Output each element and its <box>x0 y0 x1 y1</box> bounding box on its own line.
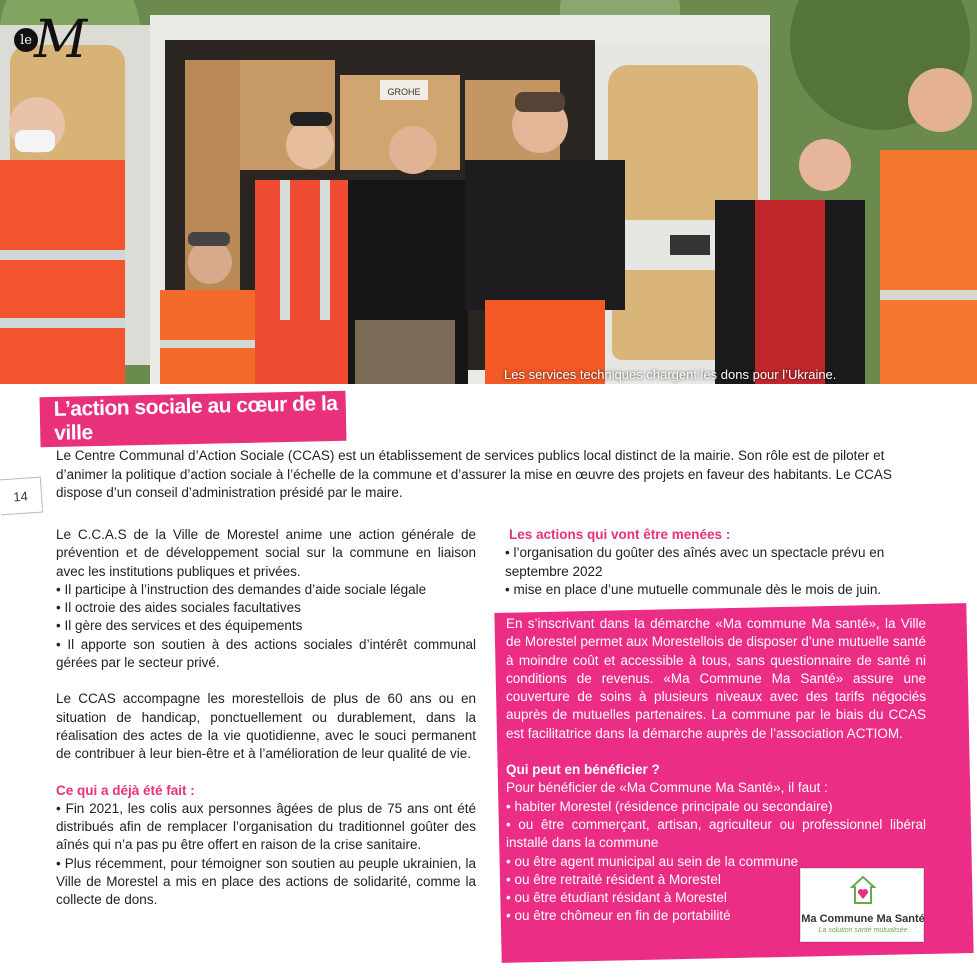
photo-illustration <box>0 0 977 384</box>
list-item: • Plus récemment, pour témoigner son soutien au peuple ukrainien, la Ville de Morestel a mis en place des actions de solidarité, comme la collecte de dons. <box>56 855 476 908</box>
list-item: • l’organisation du goûter des aînés avec un spectacle prévu en septembre 2022 <box>505 545 885 579</box>
list-item: • ou être chômeur en fin de portabilité <box>506 908 731 924</box>
list-item: • mise en place d’une mutuelle communale dès le mois de juin. <box>505 581 882 597</box>
ma-commune-ma-sante-logo <box>800 868 924 942</box>
intro-paragraph: Le Centre Communal d’Action Sociale (CCAS) est un établissement de services publics local distinct de la mairie. Son rôle est de piloter et d’animer la politique d’action sociale à l’échelle de la commune et d’assurer la mise en œuvre des projets en faveur des habitants. Le CCAS dispose d’un conseil d’administration présidé par le maire. <box>56 448 892 500</box>
page-number: 14 <box>0 477 43 516</box>
list-item: • habiter Morestel (résidence principale ou secondaire) <box>506 798 833 814</box>
photo-caption: Les services techniques chargent les dons pour l’Ukraine. <box>504 367 837 382</box>
eligibility-heading: Qui peut en bénéficier ? <box>506 762 660 778</box>
logo-le: le <box>14 28 38 52</box>
eligibility-intro: Pour bénéficier de «Ma Commune Ma Santé», il faut : <box>506 780 828 796</box>
badge-subtitle: La solution santé mutualisée <box>818 927 908 934</box>
section-title: L’action sociale au cœur de la ville <box>53 391 338 445</box>
list-item: • Il apporte son soutien à des actions sociales d’intérêt communal gérées par le secteur privé. <box>56 636 476 671</box>
list-item: • Il gère des services et des équipements <box>56 618 303 634</box>
badge-title: Ma Commune Ma Santé <box>801 913 925 925</box>
list-item: • ou être retraité résident à Morestel <box>506 871 721 887</box>
box-label: GROHE <box>387 87 421 97</box>
magazine-logo <box>14 10 88 70</box>
house-heart-icon <box>850 875 876 905</box>
section-title-banner <box>40 391 347 447</box>
list-item: • Il octroie des aides sociales facultatives <box>56 600 301 616</box>
right-column-top <box>505 526 935 599</box>
list-item: • Il participe à l’instruction des demandes d’aide sociale légale <box>56 581 427 597</box>
hero-photo <box>0 0 977 384</box>
list-item: • Fin 2021, les colis aux personnes âgées de plus de 75 ans ont été distribués afin de remplacer l’organisation du traditionnel goûter des aînés qui n’a pas pu être offert en raison de la crise sanitaire. <box>56 800 476 853</box>
mutual-insurance-paragraph: En s’inscrivant dans la démarche «Ma commune Ma santé», la Ville de Morestel permet aux Morestellois de disposer d’une mutuelle santé à moindre coût et accessible à tous, sans questionnaire de santé ni conditions de revenus. «Ma Commune Ma Santé» assure une couverture de soins à plusieurs niveaux avec des tarifs négociés auprès de mutuelles partenaires. La commune par le biais du CCAS est facilitatrice dans la démarche auprès de l’association ACTIOM. <box>506 616 926 741</box>
done-heading: Ce qui a déjà été fait : <box>56 782 195 798</box>
list-item: • ou être agent municipal au sein de la commune <box>506 853 799 869</box>
ccas-support-paragraph: Le CCAS accompagne les morestellois de plus de 60 ans ou en situation de handicap, ponctuellement ou durablement, dans la réalisation des actes de la vie quotidienne, avec le souci permanent de contribuer à leur bien-être et à l’amélioration de leur qualité de vie. <box>56 691 476 762</box>
list-item: • ou être étudiant résidant à Morestel <box>506 890 727 906</box>
actions-heading: Les actions qui vont être menées : <box>509 527 731 542</box>
left-column <box>56 526 476 910</box>
list-item: • ou être commerçant, artisan, agriculteur ou professionnel libéral installé dans la commune <box>506 816 926 851</box>
ccas-mission-paragraph: Le C.C.A.S de la Ville de Morestel anime une action générale de prévention et de développement social sur la commune en liaison avec les institutions publiques et privées. <box>56 527 476 579</box>
logo-m: M <box>34 10 88 70</box>
